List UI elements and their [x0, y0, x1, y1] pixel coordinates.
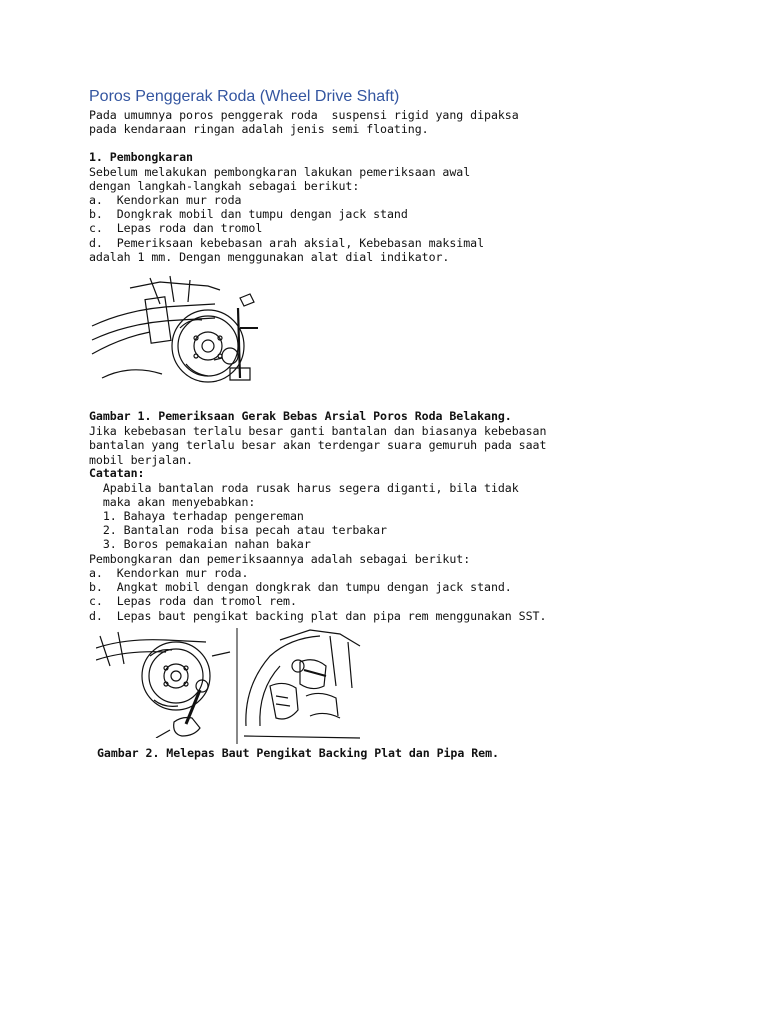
- figure-1-caption: Gambar 1. Pemeriksaan Gerak Bebas Arsial Poros Roda Belakang.: [89, 409, 512, 423]
- figure-2-left-illustration: [96, 626, 234, 738]
- section-1-text-2: dengan langkah-langkah sebagai berikut:: [89, 179, 360, 193]
- note-item-2: 2. Bantalan roda bisa pecah atau terbakar: [89, 523, 387, 537]
- figure-2-right-illustration: [240, 626, 364, 744]
- section-2-text: Pembongkaran dan pemeriksaannya adalah sebagai berikut:: [89, 552, 471, 566]
- section-2-step-c: c. Lepas roda dan tromol rem.: [89, 594, 297, 608]
- note-line-2: maka akan menyebabkan:: [89, 495, 256, 509]
- section-2-step-a: a. Kendorkan mur roda.: [89, 566, 249, 580]
- intro-line-1: Pada umumnya poros penggerak roda suspensi rigid yang dipaksa: [89, 108, 519, 122]
- after-figure-1-line-3: mobil berjalan.: [89, 453, 193, 467]
- note-item-3: 3. Boros pemakaian nahan bakar: [89, 537, 311, 551]
- note-heading: Catatan:: [89, 466, 145, 480]
- section-1-step-b: b. Dongkrak mobil dan tumpu dengan jack stand: [89, 207, 408, 221]
- section-1-step-a: a. Kendorkan mur roda: [89, 193, 242, 207]
- figure-2-divider: [236, 628, 238, 744]
- note-line-1: Apabila bantalan roda rusak harus segera diganti, bila tidak: [89, 481, 519, 495]
- note-item-1: 1. Bahaya terhadap pengereman: [89, 509, 304, 523]
- section-2-step-b: b. Angkat mobil dengan dongkrak dan tumpu dengan jack stand.: [89, 580, 512, 594]
- section-1-text-1: Sebelum melakukan pembongkaran lakukan pemeriksaan awal: [89, 165, 471, 179]
- page-title: Poros Penggerak Roda (Wheel Drive Shaft): [89, 88, 400, 105]
- section-1-step-d-cont: adalah 1 mm. Dengan menggunakan alat dial indikator.: [89, 250, 450, 264]
- figure-1-illustration: [90, 268, 262, 404]
- intro-line-2: pada kendaraan ringan adalah jenis semi floating.: [89, 122, 429, 136]
- section-1-step-d: d. Pemeriksaan kebebasan arah aksial, Kebebasan maksimal: [89, 236, 485, 250]
- figure-2-caption: Gambar 2. Melepas Baut Pengikat Backing Plat dan Pipa Rem.: [97, 746, 499, 760]
- section-2-step-d: d. Lepas baut pengikat backing plat dan pipa rem menggunakan SST.: [89, 609, 547, 623]
- after-figure-1-line-1: Jika kebebasan terlalu besar ganti bantalan dan biasanya kebebasan: [89, 424, 547, 438]
- section-1-heading: 1. Pembongkaran: [89, 150, 193, 164]
- after-figure-1-line-2: bantalan yang terlalu besar akan terdengar suara gemuruh pada saat: [89, 438, 547, 452]
- section-1-step-c: c. Lepas roda dan tromol: [89, 221, 263, 235]
